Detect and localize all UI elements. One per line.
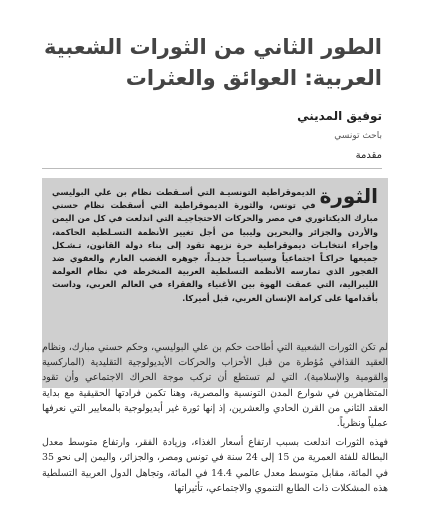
body-paragraph-1: لم تكن الثورات الشعبية التي أطاحت حكم بن علي البوليسي، وحكم حسني مبارك، ونظام العقيد القذافي مُؤطرة من قبل الأحزاب والحركات الأيديولوجية التقليدية (الماركسية والقومية والإسلامية)، التي لم تستطع أن تركب موجة الحراك الاجتماعي وأن تقود المتظاهرين في شوارع المدن التونسية والمصرية، وهنا تكمن فرادتها الحقيقية مع بداية العقد الثاني من القرن الحادي والعشرين، إذ إنها ثورة غير أيديولوجية بالمعايير التي نعرفها عملياً ونظرياً.: [42, 342, 388, 430]
abstract-dropcap: الثورة: [319, 184, 378, 208]
body-paragraph-2: فهذه الثورات اندلعت بسبب ارتفاع أسعار الغذاء، وزيادة الفقر، وارتفاع متوسط معدل البطالة للفئة العمرية من 15 إلى 24 سنة في تونس ومصر، والجزائر، واليمن إلى نحو 35 في المائة، مقابل متوسط معدل عالمي 14.4 في المائة، وتجاهل الدول العربية التسلطية هذه المشكلات ذات الطابع التنموي والاجتماعي، تأثيراتها: [42, 437, 389, 494]
article-body: [42, 340, 388, 500]
section-header: [42, 146, 382, 169]
article-title-line-1: الطور الثاني من الثورات الشعبية: [43, 35, 382, 59]
author-block: [297, 108, 382, 144]
section-title: مقدمة: [355, 150, 382, 161]
abstract-paragraph: [52, 186, 378, 305]
article-title-line-2: العربية: العوائق والعثرات: [125, 66, 382, 90]
abstract-text: الديموقراطية التونسيـة التي أسـقطت نظام بن علي البوليسي في تونس، والثورة الديموقراطية التي أسقطت نظام حسني مبارك الديكتاتوري في مصر والحركات الاحتجاجيـة التي اندلعت في كل من اليمن والأردن والجزائر والبحرين وليبيا من أجل تغيير الأنظمة التسـلطية الحاكمة، وإجراء انتخابـات ديموقراطية حرة نزيهة تقود إلى بناء دولة القانون، تـشـكل جميعها حراكـاً اجتماعياً وسياسـيـاً جديـداً، جوهره الغضب العارم والعفوي ضد الفجور الذي تمارسه الأنظمة التسلطية العربية المنخرطة في نظام العولمة الليبرالية، التي عمقت الهوة بين الأغنياء والفقراء في العالم العربي، وداست بأقدامها على كرامة الإنسان العربي، قبل أميركا.: [52, 187, 378, 303]
article-title: [42, 32, 382, 94]
author-role: باحث تونسي: [334, 131, 382, 141]
author-name: توفيق المديني: [297, 109, 382, 123]
